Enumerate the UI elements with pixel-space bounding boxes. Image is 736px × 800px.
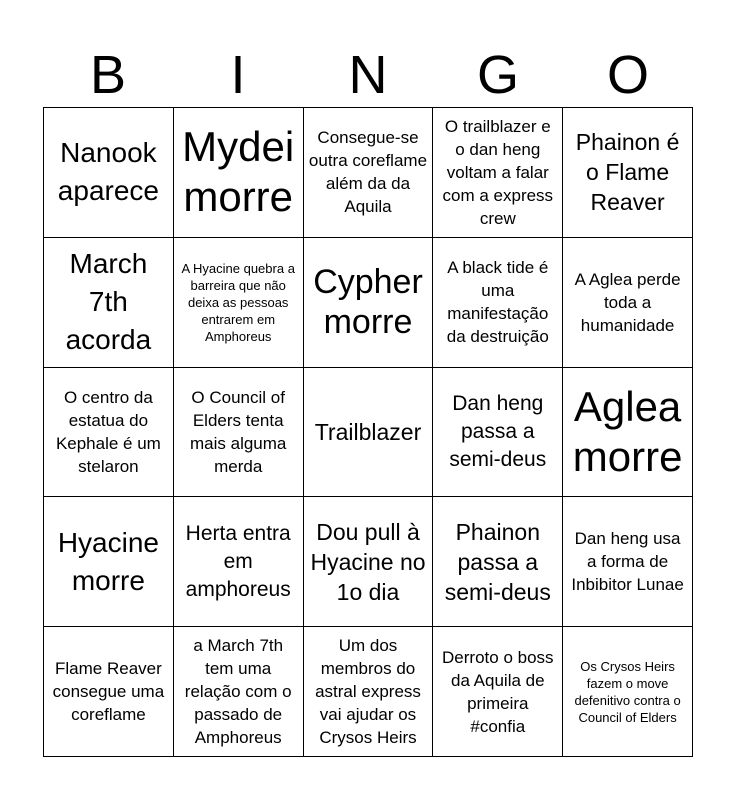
bingo-cell[interactable] (44, 497, 174, 627)
bingo-cell[interactable] (433, 368, 563, 498)
cell-text: Dan heng passa a semi-deus (449, 391, 547, 471)
cell-text: March 7th acorda (65, 248, 152, 356)
cell-text: Cypher morre (313, 263, 423, 342)
bingo-cell[interactable] (563, 368, 693, 498)
bingo-cell[interactable] (304, 627, 434, 757)
cell-text: Phainon passa a semi-deus (444, 518, 551, 605)
bingo-cell[interactable] (563, 238, 693, 368)
cell-text: Phainon é o Flame Reaver (575, 129, 680, 216)
bingo-cell[interactable] (174, 108, 304, 238)
cell-text: O Council of Elders tenta mais alguma merda (190, 387, 287, 476)
bingo-cell[interactable] (563, 108, 693, 238)
cell-text: Um dos membros do astral express vai ajudar os Crysos Heirs (315, 636, 421, 748)
cell-text: Aglea morre (572, 382, 683, 480)
bingo-cell[interactable] (563, 627, 693, 757)
cell-text: Derroto o boss da Aquila de primeira #confia (442, 647, 554, 736)
cell-text: A Aglea perde toda a humanidade (574, 269, 681, 335)
header-letter-b: B (89, 45, 127, 105)
cell-text: Os Crysos Heirs fazem o move defenitivo contra o Council of Elders (574, 658, 681, 725)
bingo-cell[interactable] (433, 238, 563, 368)
bingo-header (43, 44, 693, 106)
header-letter-n: N (348, 45, 388, 105)
bingo-cell[interactable] (433, 108, 563, 238)
cell-text: Flame Reaver consegue uma coreflame (52, 659, 165, 725)
bingo-cell[interactable] (44, 368, 174, 498)
bingo-cell[interactable] (44, 627, 174, 757)
cell-text: A black tide é uma manifestação da destruição (446, 258, 549, 347)
header-letter-g: G (476, 45, 519, 105)
bingo-cell[interactable] (174, 627, 304, 757)
cell-text: Hyacine morre (57, 526, 159, 596)
cell-text: Dou pull à Hyacine no 1o dia (310, 518, 426, 605)
bingo-cell[interactable] (44, 108, 174, 238)
cell-text: A Hyacine quebra a barreira que não deixa as pessoas entrarem em Amphoreus (181, 260, 295, 344)
cell-text: O centro da estatua do Kephale é um stelaron (55, 387, 161, 476)
cell-text: O trailblazer e o dan heng voltam a falar com a express crew (442, 116, 554, 228)
cell-text: Nanook aparece (57, 137, 159, 207)
bingo-cell[interactable] (433, 627, 563, 757)
bingo-cell[interactable] (304, 238, 434, 368)
bingo-grid (43, 107, 693, 757)
cell-text: Dan heng usa a forma de Inbibitor Lunae (571, 529, 684, 595)
bingo-cell[interactable] (563, 497, 693, 627)
header-letter-i: I (230, 45, 246, 105)
bingo-cell[interactable] (44, 238, 174, 368)
bingo-cell[interactable] (174, 497, 304, 627)
bingo-cell[interactable] (304, 368, 434, 498)
bingo-cell[interactable] (174, 368, 304, 498)
bingo-cell[interactable] (433, 497, 563, 627)
cell-text: Herta entra em amphoreus (185, 521, 291, 601)
cell-text: Mydei morre (182, 123, 295, 221)
bingo-cell[interactable] (174, 238, 304, 368)
cell-text: a March 7th tem uma relação com o passado de Amphoreus (184, 636, 292, 748)
bingo-cell[interactable] (304, 108, 434, 238)
cell-text: Consegue-se outra coreflame além da da Aquila (308, 128, 428, 217)
cell-text: Trailblazer (314, 418, 422, 445)
bingo-cell[interactable] (304, 497, 434, 627)
header-letter-o: O (606, 45, 649, 105)
